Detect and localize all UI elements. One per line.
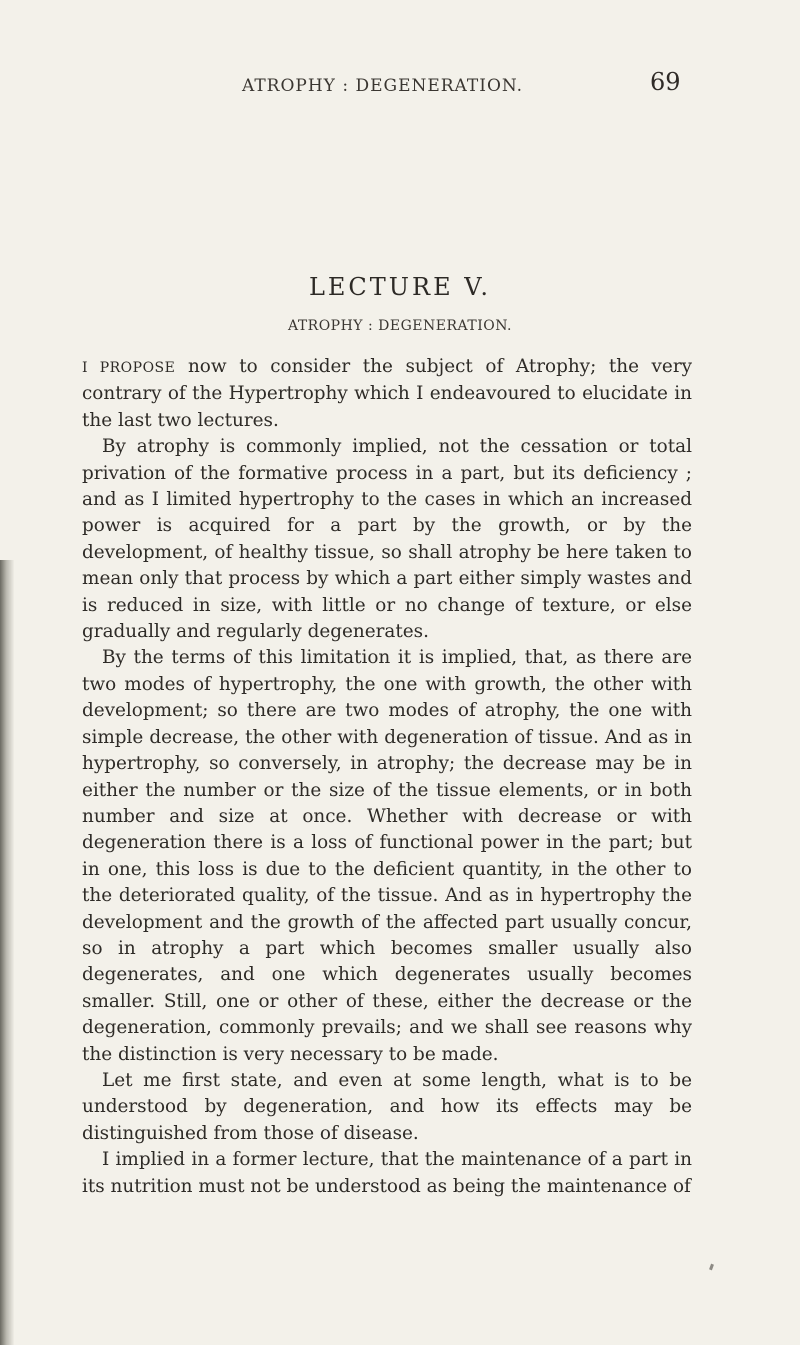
paragraph-4	[82, 1068, 692, 1147]
paragraph-text: By the terms of this limitation it is implied, that, as there are two modes of hypertrophy, the one with growth, the other with development; so there are two modes of atrophy, the one with simple decrease, the other with degeneration of tissue. And as in hypertrophy, so conversely, in atrophy; the decrease may be in either the number or the size of the tissue elements, or in both number and size at once. Whether with decrease or with degeneration there is a loss of functional power in the part; but in one, this loss is due to the deficient quantity, in the other to the deteriorated quality, of the tissue. And as in hypertrophy the development and the growth of the affected part usually concur, so in atrophy a part which becomes smaller usually also degenerates, and one which degenerates usually becomes smaller. Still, one or other of these, either the decrease or the degeneration, commonly prevails; and we shall see reasons why the distinction is very necessary to be made.	[82, 647, 692, 1065]
opening-small-caps: I PROPOSE	[82, 360, 176, 376]
paragraph-text: Let me first state, and even at some length, what is to be understood by degeneration, and how its effects may be distinguished from those of disease.	[82, 1069, 692, 1144]
body-text	[82, 354, 692, 1200]
running-head: ATROPHY : DEGENERATION.	[242, 76, 524, 96]
paragraph-1	[82, 354, 692, 434]
paragraph-5	[82, 1147, 692, 1200]
paragraph-2	[82, 434, 692, 645]
paragraph-text: By atrophy is commonly implied, not the cessation or total privation of the formative process in a part, but its deficiency ; and as I limited hypertrophy to the cases in which an increased power is acquired for a part by the growth, or by the development, of healthy tissue, so shall atrophy be here taken to mean only that process by which a part either simply wastes and is reduced in size, with little or no change of texture, or else gradually and regularly degenerates.	[82, 436, 692, 643]
page-speck	[709, 1264, 714, 1271]
paragraph-text: I implied in a former lecture, that the maintenance of a part in its nutrition must not be understood as being the maintenance of	[82, 1149, 692, 1197]
paragraph-3	[82, 645, 692, 1068]
lecture-title: LECTURE V.	[308, 273, 492, 301]
paragraph-text: now to consider the subject of Atrophy; the very contrary of the Hypertrophy which I endeavoured to elucidate in the last two lectures.	[82, 356, 693, 431]
page-number: 69	[650, 68, 681, 96]
page-binding-shadow	[0, 560, 14, 1345]
lecture-subtitle: ATROPHY : DEGENERATION.	[287, 318, 513, 334]
